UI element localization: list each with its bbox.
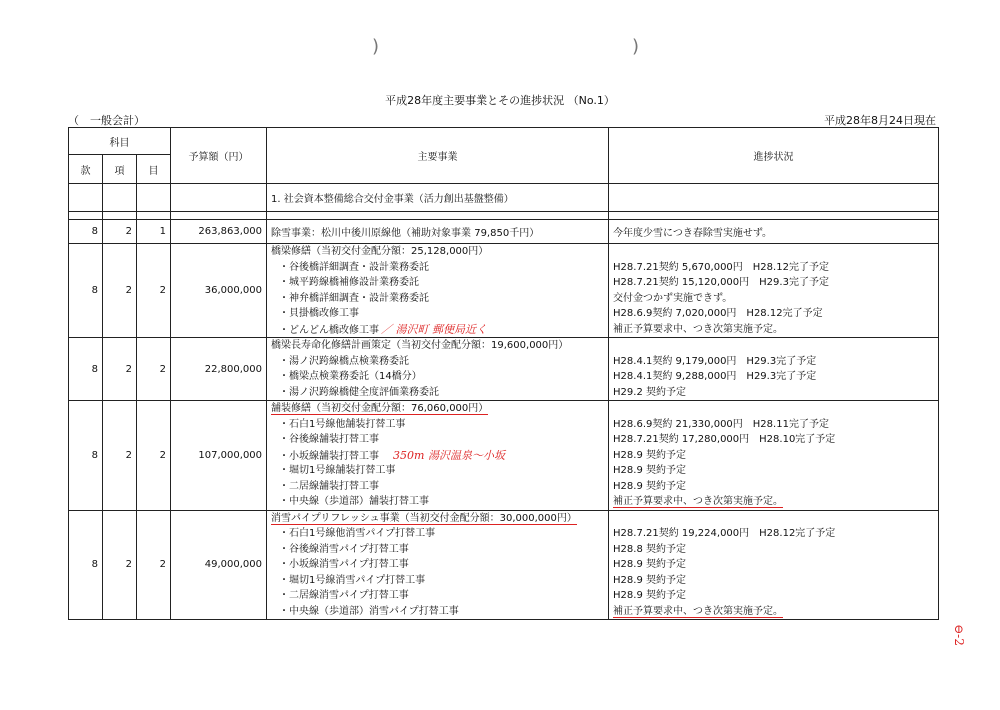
- project-item: ・石白1号線他消雪パイプ打替工事: [279, 528, 436, 539]
- table-row: [69, 401, 939, 511]
- project-item: ・石白1号線他舗装打替工事: [279, 418, 406, 430]
- project-heading-text: 消雪パイプリフレッシュ事業（当初交付金配分額：30,000,000円）: [271, 512, 577, 524]
- status-text: H28.7.21契約 5,670,000円 H28.12完了予定: [613, 261, 829, 273]
- table-row: [69, 338, 939, 401]
- handwritten-note: ／ 湯沢町 郵便局近く: [381, 322, 488, 336]
- status-cell: 今年度少雪につき春除雪実施せず。: [609, 220, 939, 244]
- status-text: H28.7.21契約 15,120,000円 H29.3完了予定: [613, 277, 829, 288]
- project-item: ・谷後線舗装打替工事: [279, 434, 380, 445]
- project-item-text: ・どんどん橋改修工事: [279, 324, 380, 336]
- status-text: [613, 338, 934, 354]
- budget-cell: 36,000,000: [171, 244, 267, 338]
- project-item: ・二居線消雪パイプ打替工事: [279, 590, 409, 601]
- status-text: H28.9 契約予定: [613, 559, 686, 570]
- header-moku: 目: [137, 155, 171, 184]
- status-text: [613, 604, 934, 620]
- status-text: H28.7.21契約 17,280,000円 H28.10完了予定: [613, 434, 836, 445]
- status-text-underlined: 補正予算要求中、つき次第実施予定。: [613, 605, 784, 617]
- status-text-underlined: 補正予算要求中、つき次第実施予定。: [613, 496, 784, 507]
- project-item: ・堀切1号線舗装打替工事: [279, 465, 396, 476]
- header-budget: 予算額（円）: [171, 128, 267, 184]
- project-heading: [271, 401, 604, 417]
- project-item: ・小坂線消雪パイプ打替工事: [279, 559, 409, 570]
- project-heading: 橋梁長寿命化修繕計画策定（当初交付金配分額：19,600,000円）: [271, 340, 569, 351]
- kou-cell: 2: [103, 338, 137, 401]
- project-item: ・橋梁点検業務委託（14橋分）: [279, 371, 422, 382]
- header-kan: 款: [69, 155, 103, 184]
- moku-cell: 2: [137, 244, 171, 338]
- status-text: [613, 401, 934, 417]
- binder-hole-mark-left: ): [372, 36, 380, 57]
- project-item: ・中央線（歩道部）舗装打替工事: [279, 496, 430, 507]
- status-text: H28.7.21契約 19,224,000円 H28.12完了予定: [613, 528, 836, 539]
- status-text: H28.6.9契約 7,020,000円 H28.12完了予定: [613, 308, 823, 319]
- header-project: 主要事業: [267, 128, 609, 184]
- status-cell: [609, 401, 939, 511]
- budget-cell: 22,800,000: [171, 338, 267, 401]
- status-text: H28.4.1契約 9,288,000円 H29.3完了予定: [613, 371, 817, 382]
- project-heading: 橋梁修繕（当初交付金配分額：25,128,000円）: [271, 246, 489, 257]
- budget-cell: 263,863,000: [171, 220, 267, 244]
- status-cell: [609, 338, 939, 401]
- status-text: H28.9 契約予定: [613, 480, 686, 492]
- binder-hole-mark-right: ): [632, 36, 640, 57]
- status-cell: [609, 510, 939, 620]
- handwritten-note: 350m 湯沢温泉～小坂: [393, 448, 505, 462]
- handwritten-page-mark: ⊖-2: [952, 624, 967, 646]
- status-text: H28.9 契約予定: [613, 590, 686, 601]
- header-kamoku: 科目: [69, 128, 171, 155]
- project-item: ・谷後橋詳細調査・設計業務委託: [279, 261, 430, 273]
- header-kou: 項: [103, 155, 137, 184]
- project-item: [271, 322, 604, 338]
- kou-cell: 2: [103, 220, 137, 244]
- status-text: [613, 511, 934, 527]
- kan-cell: 8: [69, 510, 103, 620]
- header-status: 進捗状況: [609, 128, 939, 184]
- progress-table: [68, 127, 939, 620]
- page-title: 平成28年度主要事業とその進捗状況 （No.1）: [385, 94, 615, 107]
- moku-cell: 1: [137, 220, 171, 244]
- kou-cell: 2: [103, 401, 137, 511]
- moku-cell: 2: [137, 510, 171, 620]
- kou-cell: 2: [103, 244, 137, 338]
- status-text: H29.2 契約予定: [613, 386, 686, 398]
- status-text: H28.9 契約予定: [613, 574, 686, 586]
- project-item-text: ・小坂線舗装打替工事: [279, 450, 380, 462]
- budget-cell: 107,000,000: [171, 401, 267, 511]
- project-cell: 除雪事業：松川中後川原線他（補助対象事業 79,850千円）: [267, 220, 609, 244]
- status-text: [613, 244, 934, 260]
- table-row: [69, 244, 939, 338]
- project-item: ・貝掛橋改修工事: [279, 308, 360, 319]
- status-text: 補正予算要求中、つき次第実施予定。: [613, 323, 784, 335]
- moku-cell: 2: [137, 401, 171, 511]
- project-item: ・堀切1号線消雪パイプ打替工事: [279, 574, 426, 586]
- account-label: （ 一般会計）: [68, 114, 145, 127]
- as-of-date: 平成28年8月24日現在: [824, 114, 936, 127]
- status-text: H28.9 契約予定: [613, 449, 686, 461]
- project-heading-text: 舗装修繕（当初交付金配分額：76,060,000円）: [271, 403, 489, 414]
- project-item: ・湯ノ沢跨線橋点検業務委託: [279, 355, 410, 367]
- project-cell: [267, 244, 609, 338]
- kan-cell: 8: [69, 220, 103, 244]
- project-cell: [267, 510, 609, 620]
- project-item: ・二居線舗装打替工事: [279, 480, 380, 492]
- project-item: ・谷後線消雪パイプ打替工事: [279, 543, 409, 555]
- table-row: [69, 220, 939, 244]
- table-row: [69, 510, 939, 620]
- status-text: H28.9 契約予定: [613, 465, 686, 476]
- kou-cell: 2: [103, 510, 137, 620]
- status-cell: [609, 244, 939, 338]
- section-title: 1. 社会資本整備総合交付金事業（活力創出基盤整備）: [267, 184, 609, 212]
- status-text: H28.4.1契約 9,179,000円 H29.3完了予定: [613, 355, 817, 367]
- status-text: H28.6.9契約 21,330,000円 H28.11完了予定: [613, 418, 829, 430]
- kan-cell: 8: [69, 338, 103, 401]
- project-item: ・城平跨線橋補修設計業務委託: [279, 277, 420, 288]
- status-text: H28.8 契約予定: [613, 543, 686, 555]
- status-text: [613, 494, 934, 510]
- project-item: ・湯ノ沢跨線橋健全度評価業務委託: [279, 386, 440, 398]
- project-cell: [267, 401, 609, 511]
- project-item: ・中央線（歩道部）消雪パイプ打替工事: [279, 605, 459, 617]
- moku-cell: 2: [137, 338, 171, 401]
- kan-cell: 8: [69, 401, 103, 511]
- project-cell: [267, 338, 609, 401]
- status-text: 交付金つかず実施できず。: [613, 292, 733, 304]
- kan-cell: 8: [69, 244, 103, 338]
- project-item: [271, 448, 604, 464]
- budget-cell: 49,000,000: [171, 510, 267, 620]
- project-heading: [271, 511, 604, 527]
- project-item: ・神弁橋詳細調査・設計業務委託: [279, 292, 430, 304]
